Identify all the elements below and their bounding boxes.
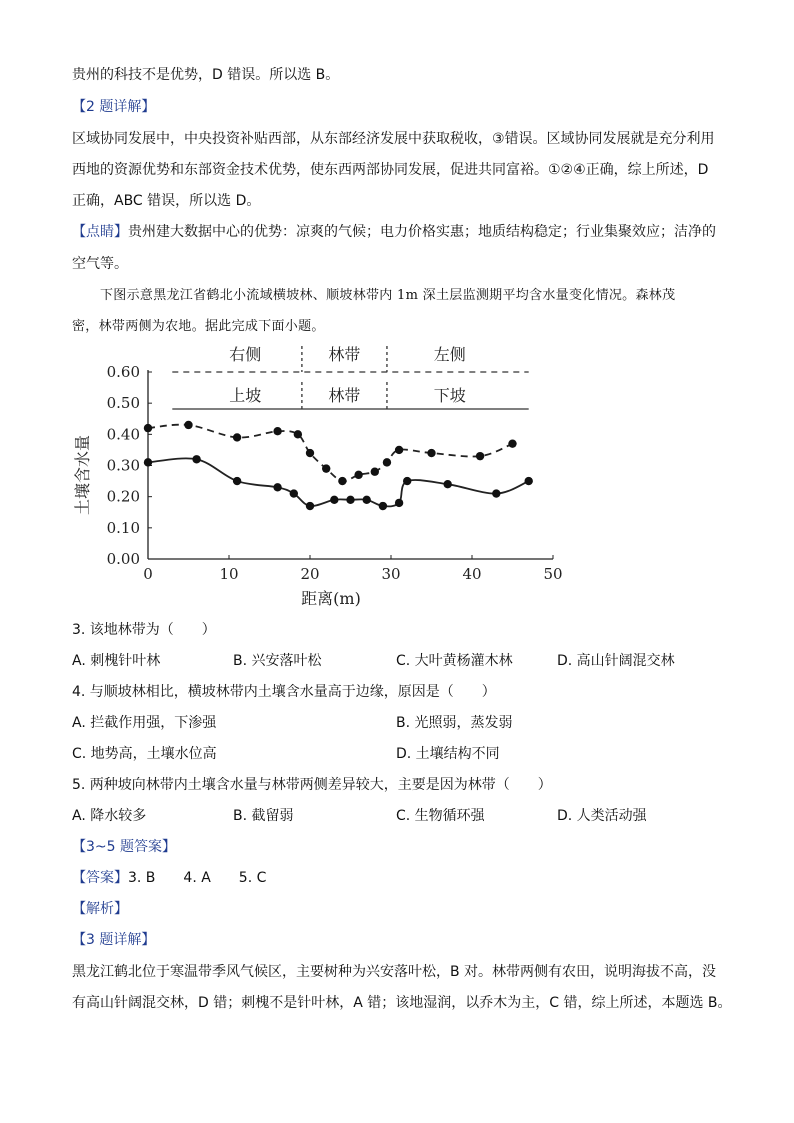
y-tick-label: 0.60	[106, 363, 140, 381]
para-2-line-3: 正确，ABC 错误，所以选 D。	[72, 193, 261, 209]
q3-option-d: D. 高山针阔混交林	[557, 653, 675, 669]
data-point-solid	[363, 496, 371, 504]
data-point-solid	[395, 499, 403, 507]
q4-option-b: B. 光照弱，蒸发弱	[396, 715, 513, 731]
para-1: 贵州的科技不是优势，D 错误。所以选 B。	[72, 67, 340, 83]
data-point-solid	[330, 496, 338, 504]
comment-line-2: 空气等。	[72, 256, 128, 272]
q5-option-d: D. 人类活动强	[557, 808, 647, 824]
series-line-dashed	[148, 425, 513, 482]
para-2-line-2: 西地的资源优势和东部资金技术优势，使东西两部协同发展，促进共同富裕。①②④正确，综上所述，D	[72, 162, 709, 178]
soil-moisture-chart	[66, 342, 586, 612]
q3-option-a: A. 刺槐针叶林	[72, 653, 161, 669]
answer-tag: 【答案】	[72, 870, 128, 886]
comment-line-1	[72, 222, 716, 242]
data-point-dashed	[383, 458, 391, 466]
q3-stem: 3. 该地林带为（ ）	[72, 622, 216, 638]
data-point-dashed	[354, 471, 362, 479]
zone-label-solid: 上坡	[229, 386, 262, 405]
data-point-dashed	[306, 449, 314, 457]
comment-text: 贵州建大数据中心的优势：凉爽的气候；电力价格实惠；地质结构稳定；行业集聚效应；洁净的	[128, 224, 716, 240]
y-tick-label: 0.20	[106, 487, 140, 506]
data-point-dashed	[273, 427, 281, 435]
para-2-line-1: 区域协同发展中，中央投资补贴西部，从东部经济发展中获取税收，③错误。区域协同发展就是充分利用	[72, 131, 715, 147]
data-point-solid	[403, 477, 411, 485]
q5-option-a: A. 降水较多	[72, 808, 147, 824]
chart-series	[144, 421, 533, 510]
data-point-solid	[444, 480, 452, 488]
q2-detail-tag: 【2 题详解】	[72, 99, 156, 115]
q3-detail-tag: 【3 题详解】	[72, 932, 156, 948]
q4-option-a: A. 拦截作用强，下渗强	[72, 715, 217, 731]
q5-option-b: B. 截留弱	[233, 808, 294, 824]
data-point-solid	[144, 458, 152, 466]
x-tick-label: 50	[543, 565, 563, 583]
data-point-dashed	[338, 477, 346, 485]
data-point-solid	[346, 496, 354, 504]
q3-option-b: B. 兴安落叶松	[233, 653, 322, 669]
x-axis-label: 距离(m)	[301, 589, 361, 608]
data-point-solid	[233, 477, 241, 485]
answer-line	[72, 868, 266, 888]
zone-labels	[172, 345, 528, 409]
q3-detail-line-2: 有高山针阔混交林，D 错；刺槐不是针叶林，A 错；该地湿润，以乔木为主，C 错，综上所述，本题选 B。	[72, 995, 732, 1011]
q4-option-d: D. 土壤结构不同	[396, 746, 500, 762]
data-point-dashed	[184, 421, 192, 429]
data-point-solid	[192, 455, 200, 463]
q5-stem: 5. 两种坡向林带内土壤含水量与林带两侧差异较大，主要是因为林带（ ）	[72, 777, 552, 793]
data-point-solid	[492, 489, 500, 497]
zone-label-dashed: 林带	[328, 345, 361, 364]
intro-line-1: 下图示意黑龙江省鹤北小流域横坡林、顺坡林带内 1m 深土层监测期平均含水量变化情况。森林茂	[100, 288, 676, 303]
data-point-dashed	[144, 424, 152, 432]
comment-tag: 【点睛】	[72, 224, 128, 240]
intro-line-2: 密，林带两侧为农地。据此完成下面小题。	[72, 319, 325, 334]
x-tick-label: 20	[300, 565, 320, 583]
answer-group-tag: 【3~5 题答案】	[72, 839, 176, 855]
y-tick-label: 0.30	[106, 456, 140, 475]
zone-label-solid: 林带	[328, 386, 361, 405]
data-point-solid	[273, 483, 281, 491]
y-tick-label: 0.10	[106, 518, 140, 537]
q5-option-c: C. 生物循环强	[396, 808, 485, 824]
data-point-dashed	[371, 468, 379, 476]
answer-text: 3. B 4. A 5. C	[128, 870, 267, 886]
data-point-solid	[290, 489, 298, 497]
x-tick-label: 40	[462, 565, 482, 583]
y-tick-label: 0.50	[106, 394, 140, 413]
zone-label-solid: 下坡	[433, 386, 466, 405]
q4-stem: 4. 与顺坡林相比，横坡林带内土壤含水量高于边缘，原因是（ ）	[72, 684, 496, 700]
y-axis-label: 土壤含水量	[73, 434, 92, 516]
analysis-tag: 【解析】	[72, 901, 128, 917]
zone-label-dashed: 左侧	[433, 345, 466, 364]
data-point-solid	[379, 502, 387, 510]
q4-option-c: C. 地势高，土壤水位高	[72, 746, 217, 762]
zone-label-dashed: 右侧	[229, 345, 262, 364]
data-point-dashed	[233, 433, 241, 441]
data-point-dashed	[294, 430, 302, 438]
x-tick-label: 0	[143, 565, 153, 583]
q3-detail-line-1: 黑龙江鹤北位于寒温带季风气候区，主要树种为兴安落叶松，B 对。林带两侧有农田，说明海拔不高，没	[72, 964, 717, 980]
x-tick-label: 10	[219, 565, 239, 583]
data-point-dashed	[427, 449, 435, 457]
y-tick-label: 0.00	[106, 550, 140, 568]
data-point-solid	[525, 477, 533, 485]
data-point-dashed	[395, 446, 403, 454]
data-point-solid	[306, 502, 314, 510]
q3-option-c: C. 大叶黄杨灌木林	[396, 653, 513, 669]
data-point-dashed	[508, 439, 516, 447]
y-tick-label: 0.40	[106, 425, 140, 444]
x-tick-label: 30	[381, 565, 401, 583]
data-point-dashed	[322, 464, 330, 472]
data-point-dashed	[476, 452, 484, 460]
